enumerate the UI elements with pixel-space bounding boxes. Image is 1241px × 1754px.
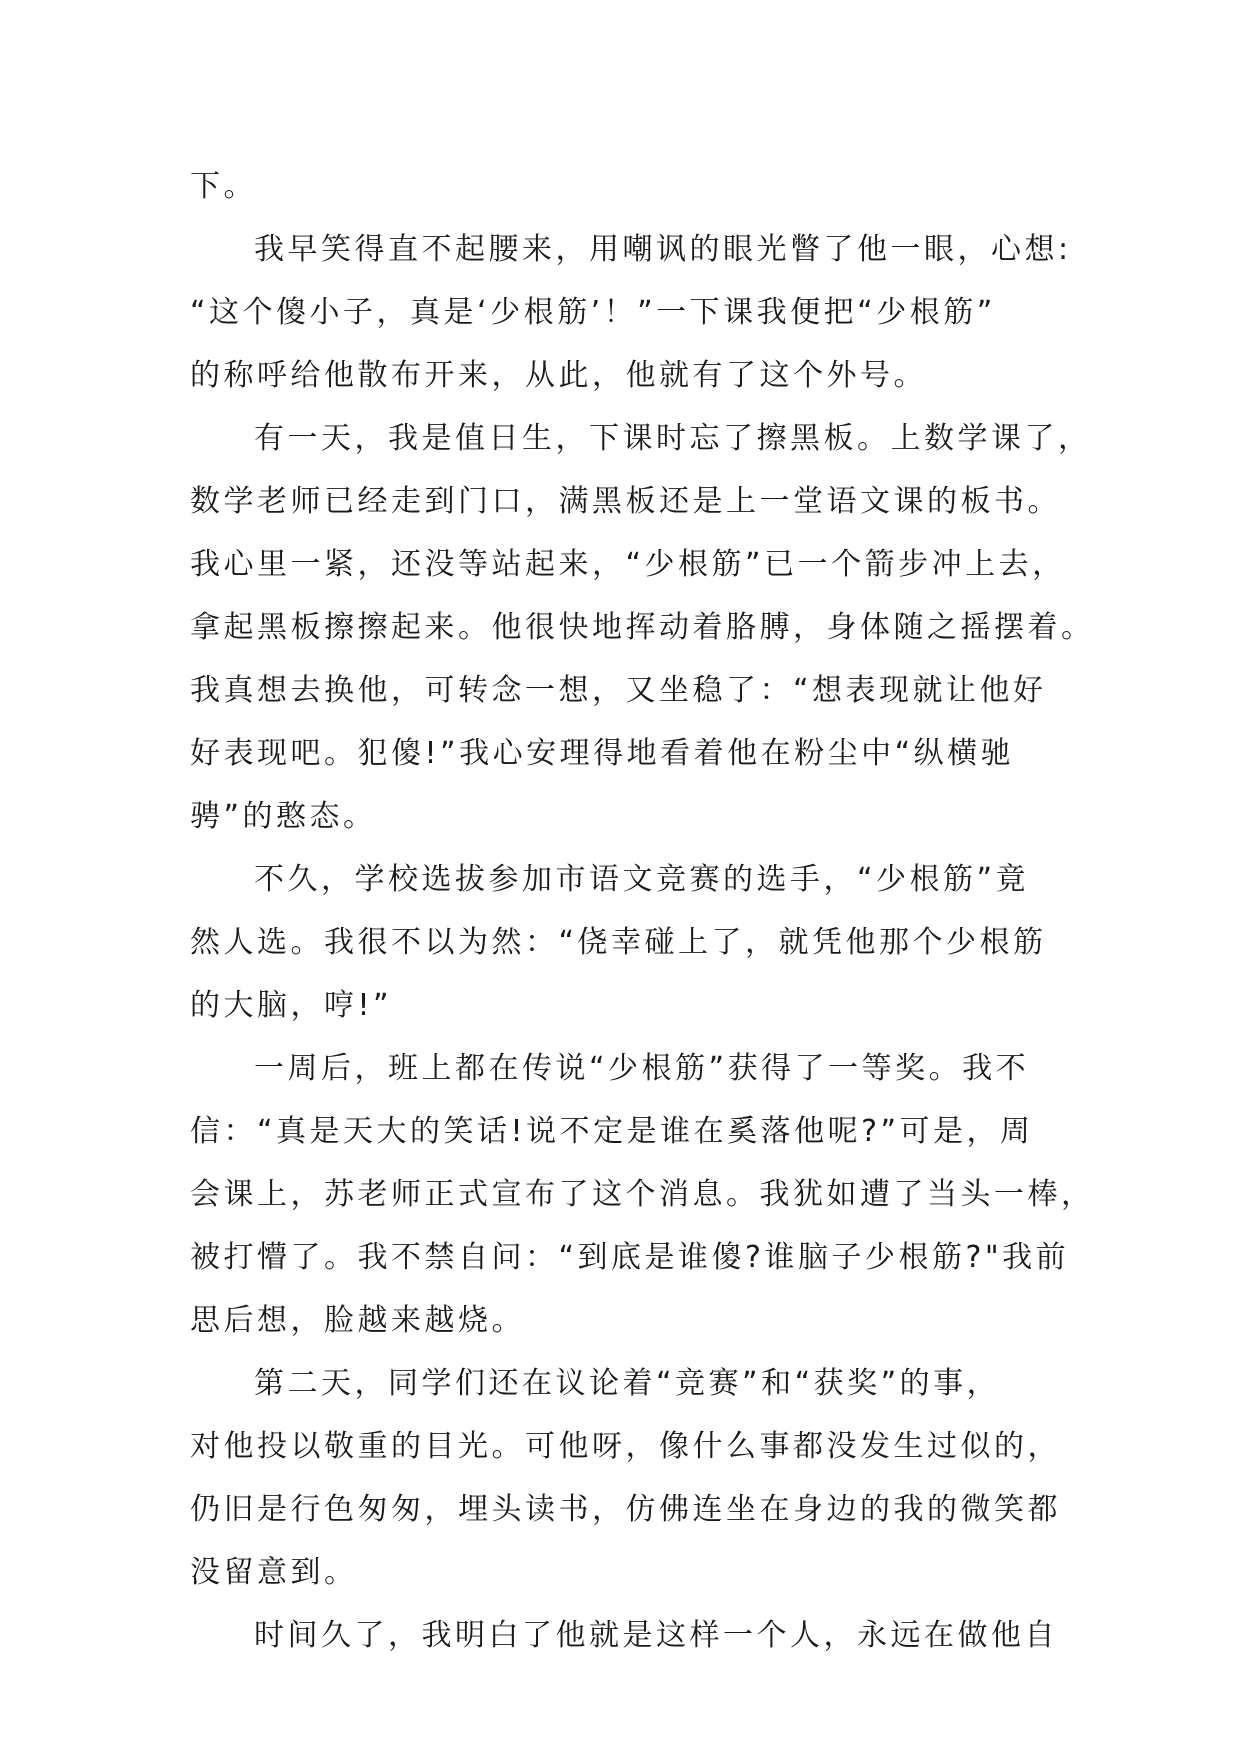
text-line: 被打懵了。我不禁自问：“到底是谁傻?谁脑子少根筋?"我前: [190, 1240, 1070, 1275]
text-line: 一周后，班上都在传说“少根筋”获得了一等奖。我不: [254, 1051, 1030, 1086]
text-line: 思后想，脸越来越烧。: [190, 1303, 525, 1338]
paragraph-3: [190, 407, 1095, 848]
text-line: 的大脑，哼!”: [190, 988, 393, 1023]
text-line: 没留意到。: [190, 1555, 358, 1590]
text-line: 我早笑得直不起腰来，用嘲讽的眼光瞥了他一眼，心想:: [254, 232, 1072, 267]
document-body: [190, 155, 1095, 1667]
text-line: 下。: [190, 169, 257, 204]
text-line: 的称呼给他散布开来，从此，他就有了这个外号。: [190, 358, 927, 393]
text-line: 信：“真是天大的笑话!说不定是谁在奚落他呢?”可是，周: [190, 1114, 1034, 1149]
text-line: 会课上，苏老师正式宣布了这个消息。我犹如遭了当头一棒，: [190, 1177, 1095, 1212]
text-line: 时间久了，我明白了他就是这样一个人，永远在做他自: [254, 1618, 1058, 1653]
text-line: 骋”的憨态。: [190, 799, 377, 834]
text-line: 数学老师已经走到门口，满黑板还是上一堂语文课的板书。: [190, 484, 1061, 519]
paragraph-5: [190, 1037, 1095, 1352]
text-line: 然人选。我很不以为然：“侥幸碰上了，就凭他那个少根筋: [190, 925, 1047, 960]
text-line: 对他投以敬重的目光。可他呀，像什么事都没发生过似的，: [190, 1429, 1061, 1464]
text-line: “这个傻小子，真是‘少根筋’！”一下课我便把“少根筋”: [190, 295, 996, 330]
text-line: 我真想去换他，可转念一想，又坐稳了：“想表现就让他好: [190, 673, 1047, 708]
text-line: 有一天，我是值日生，下课时忘了擦黑板。上数学课了，: [254, 421, 1092, 456]
text-line: 不久，学校选拔参加市语文竞赛的选手，“少根筋”竟: [254, 862, 1030, 897]
paragraph-6: [190, 1352, 1061, 1604]
text-line: 仍旧是行色匆匆，埋头读书，仿佛连坐在身边的我的微笑都: [190, 1492, 1061, 1527]
text-line: 拿起黑板擦擦起来。他很快地挥动着胳膊，身体随之摇摆着。: [190, 610, 1095, 645]
paragraph-7: [190, 1604, 1058, 1667]
text-line: 我心里一紧，还没等站起来，“少根筋”已一个箭步冲上去，: [190, 547, 1066, 582]
paragraph-4: [190, 848, 1050, 1037]
paragraph-2: [190, 218, 1072, 407]
text-line: 好表现吧。犯傻!”我心安理得地看着他在粉尘中“纵横驰: [190, 736, 1015, 771]
text-line: 第二天，同学们还在议论着“竞赛”和“获奖”的事，: [254, 1366, 1001, 1401]
paragraph-1: [190, 155, 1050, 218]
